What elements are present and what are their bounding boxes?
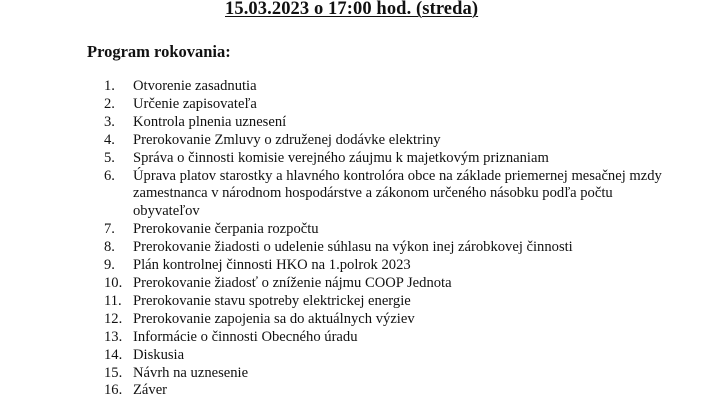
agenda-item-8 [0, 239, 673, 257]
agenda-item-number: 8. [104, 239, 115, 256]
agenda-item-text: Plán kontrolnej činnosti HKO na 1.polrok 2023 [133, 257, 411, 274]
agenda-item-text: Určenie zapisovateľa [133, 95, 257, 112]
agenda-item-13 [0, 329, 673, 347]
agenda-item-2 [0, 96, 673, 114]
agenda-item-10 [0, 275, 673, 293]
agenda-item-4 [0, 132, 673, 150]
agenda-item-text: Prerokovanie Zmluvy o združenej dodávke elektriny [133, 131, 441, 148]
agenda-item-number: 12. [104, 310, 123, 327]
agenda-item-12 [0, 311, 673, 329]
agenda-list [0, 78, 720, 400]
agenda-item-text: Prerokovanie zapojenia sa do aktuálnych výziev [133, 310, 415, 327]
agenda-item-number: 16. [104, 382, 123, 399]
agenda-item-number: 2. [104, 95, 115, 112]
agenda-item-number: 13. [104, 328, 123, 345]
agenda-item-14 [0, 347, 673, 365]
agenda-item-number: 4. [104, 131, 115, 148]
agenda-item-text: Záver [133, 382, 168, 399]
agenda-item-number: 5. [104, 149, 115, 166]
agenda-item-number: 6. [104, 167, 115, 184]
agenda-item-text: Otvorenie zasadnutia [133, 78, 257, 94]
agenda-item-text: Diskusia [133, 346, 185, 363]
agenda-item-number: 10. [104, 274, 123, 291]
agenda-item-5 [0, 150, 673, 168]
agenda-item-text: Prerokovanie žiadosť o zníženie nájmu COOP Jednota [133, 274, 452, 291]
agenda-item-16 [0, 382, 673, 400]
program-heading: Program rokovania: [87, 42, 231, 61]
agenda-item-7 [0, 221, 673, 239]
meeting-date-heading: 15.03.2023 o 17:00 hod. (streda) [225, 0, 479, 19]
agenda-item-text: Kontrola plnenia uznesení [133, 113, 287, 130]
agenda-item-text: Návrh na uznesenie [133, 364, 249, 381]
agenda-item-text: Správa o činnosti komisie verejného záujmu k majetkovým priznaniam [133, 149, 549, 166]
agenda-item-number: 3. [104, 113, 115, 130]
agenda-item-1 [0, 78, 673, 96]
agenda-item-number: 9. [104, 257, 115, 274]
agenda-item-9 [0, 257, 673, 275]
agenda-item-11 [0, 293, 673, 311]
agenda-item-number: 14. [104, 346, 123, 363]
agenda-item-text: Úprava platov starostky a hlavného kontrolóra obce na základe priemernej mesačnej mzdy zamestnanca v národnom hospodárstve a zákonom určeného násobku podľa počtu obyvateľov [133, 167, 662, 220]
agenda-item-number: 7. [104, 221, 115, 238]
agenda-item-text: Informácie o činnosti Obecného úradu [133, 328, 358, 345]
agenda-item-6 [0, 168, 673, 222]
agenda-item-number: 1. [104, 78, 115, 94]
agenda-item-number: 11. [104, 292, 122, 309]
agenda-item-15 [0, 365, 673, 383]
agenda-item-text: Prerokovanie stavu spotreby elektrickej energie [133, 292, 411, 309]
agenda-item-text: Prerokovanie žiadosti o udelenie súhlasu na výkon inej zárobkovej činnosti [133, 239, 573, 256]
agenda-item-3 [0, 114, 673, 132]
agenda-item-number: 15. [104, 364, 123, 381]
agenda-item-text: Prerokovanie čerpania rozpočtu [133, 221, 319, 238]
